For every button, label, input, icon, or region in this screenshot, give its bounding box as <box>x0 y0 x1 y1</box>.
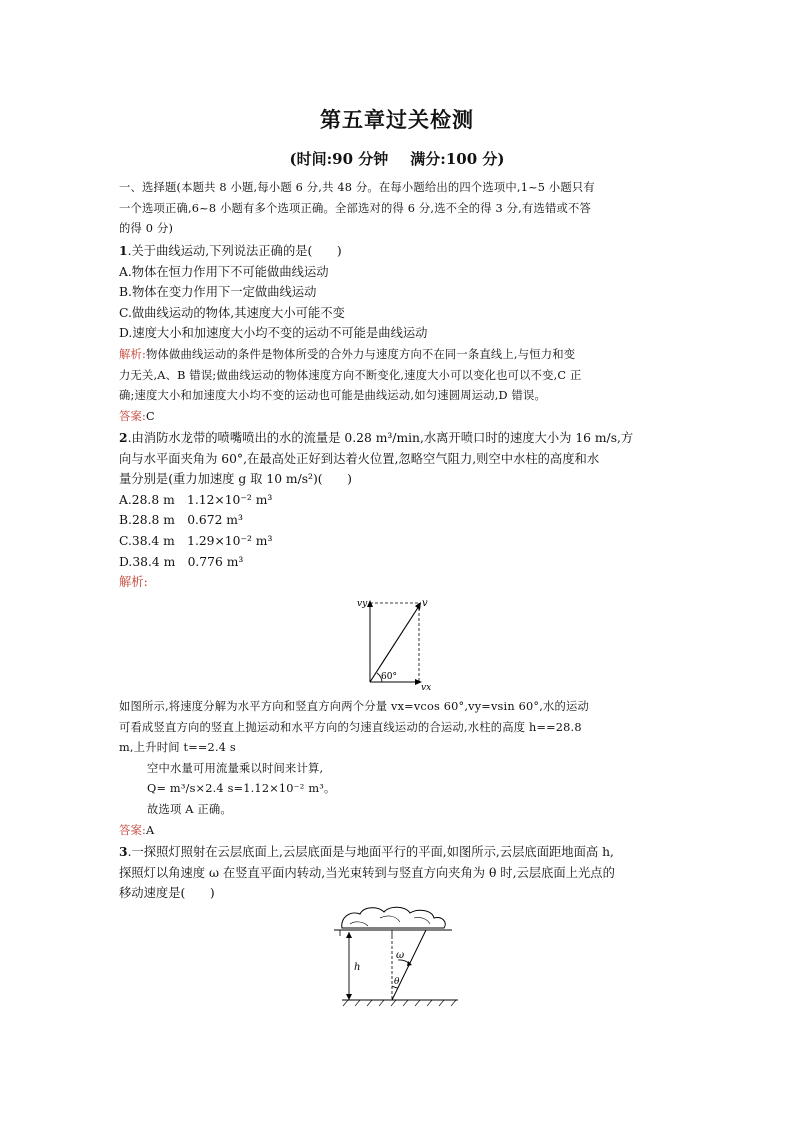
vy-arrow <box>367 600 373 607</box>
answer-value: A <box>146 823 155 837</box>
analysis-line: Q= m³/s×2.4 s=1.12×10⁻² m³。 <box>147 782 336 796</box>
vx-label: vx <box>421 683 432 693</box>
cloud-icon <box>342 907 446 928</box>
q1-analysis: 解析:物体做曲线运动的条件是物体所受的合外力与速度方向不在同一条直线上,与恒力和变 力无关,A、B 错误;做曲线运动的物体速度方向不断变化,速度大小可以变化也可以不变,C 正 确;速度大小和加速度大小均不变的运动也可能是曲线运动,如匀速圆周运动,D 错误。 答案:C <box>119 345 679 427</box>
analysis-line: 力无关,A、B 错误;做曲线运动的物体速度方向不断变化,速度大小可以变化也可以不变,C 正 <box>119 368 582 382</box>
question-stem-line: 探照灯以角速度 ω 在竖直平面内转动,当光束转到与竖直方向夹角为 θ 时,云层底面上光点的 <box>119 865 615 880</box>
question-stem: 2.由消防水龙带的喷嘴喷出的水的流量是 0.28 m³/min,水离开喷口时的速度大小为 16 m/s,方 <box>119 430 634 445</box>
analysis-line: m,上升时间 t==2.4 s <box>119 741 236 755</box>
ground-hatching <box>343 1000 456 1006</box>
answer-label: 答案: <box>119 823 147 837</box>
option-b: B.28.8 m 0.672 m³ <box>119 513 243 528</box>
v-label: v <box>422 598 428 609</box>
option-c: C.做曲线运动的物体,其速度大小可能不变 <box>119 305 345 320</box>
option-a: A.物体在恒力作用下不可能做曲线运动 <box>119 264 329 279</box>
time-limit: (时间:90 分钟 <box>289 150 389 168</box>
question-3 <box>119 842 679 904</box>
question-number: 3 <box>119 844 128 859</box>
full-score: 满分:100 分) <box>410 150 505 168</box>
answer-value: C <box>146 409 155 423</box>
question-stem: 1.关于曲线运动,下列说法正确的是( ) <box>119 243 342 258</box>
omega-label: ω <box>396 950 405 961</box>
section-intro-line: 一、选择题(本题共 8 小题,每小题 6 分,共 48 分。在每小题给出的四个选项中,1~5 小题只有 <box>119 181 595 194</box>
analysis-label: 解析: <box>119 575 148 590</box>
question-1 <box>119 241 679 344</box>
question-number: 1 <box>119 243 128 258</box>
option-d: D.速度大小和加速度大小均不变的运动不可能是曲线运动 <box>119 326 428 341</box>
analysis-line: 可看成竖直方向的竖直上抛运动和水平方向的匀速直线运动的合运动,水柱的高度 h==28.8 <box>119 720 582 734</box>
analysis-line: 故选项 A 正确。 <box>147 802 232 816</box>
analysis-line: 如图所示,将速度分解为水平方向和竖直方向两个分量 vx=vcos 60°,vy=vsin 60°,水的运动 <box>119 700 590 713</box>
section-intro <box>119 178 679 240</box>
q2-analysis <box>119 697 679 841</box>
h-label: h <box>354 962 361 973</box>
velocity-vector <box>370 606 419 682</box>
velocity-decomposition-figure <box>355 597 445 693</box>
searchlight-figure <box>330 902 470 1010</box>
analysis-label: 解析: <box>119 348 147 361</box>
height-arrow-bottom <box>346 994 352 1000</box>
question-stem-line: 向与水平面夹角为 60°,在最高处正好到达着火位置,忽略空气阻力,则空中水柱的高度和水 <box>119 451 600 466</box>
page-subtitle <box>0 148 794 169</box>
vy-label: vy <box>357 599 368 609</box>
analysis-line: 空中水量可用流量乘以时间来计算, <box>147 761 324 775</box>
answer-label: 答案: <box>119 409 147 423</box>
option-c: C.38.4 m 1.29×10⁻² m³ <box>119 533 273 548</box>
option-b: B.物体在变力作用下一定做曲线运动 <box>119 285 317 300</box>
section-intro-line: 的得 0 分) <box>119 222 174 236</box>
analysis-line: 确;速度大小和加速度大小均不变的运动也可能是曲线运动,如匀速圆周运动,D 错误。 <box>119 389 547 403</box>
question-stem-line: 移动速度是( ) <box>119 886 215 901</box>
omega-arrow <box>407 961 412 966</box>
question-number: 2 <box>119 430 128 445</box>
question-stem-line: 量分别是(重力加速度 g 取 10 m/s²)( ) <box>119 472 352 487</box>
page-title: 第五章过关检测 <box>320 108 474 132</box>
question-stem: 3.一探照灯照射在云层底面上,云层底面是与地面平行的平面,如图所示,云层底面距地面高 h, <box>119 844 614 859</box>
question-2 <box>119 428 679 593</box>
height-arrow-top <box>346 932 352 938</box>
angle-label: 60° <box>381 672 397 682</box>
option-d: D.38.4 m 0.776 m³ <box>119 554 244 569</box>
theta-label: θ <box>394 977 400 987</box>
option-a: A.28.8 m 1.12×10⁻² m³ <box>119 492 273 507</box>
section-intro-line: 一个选项正确,6~8 小题有多个选项正确。全部选对的得 6 分,选不全的得 3 分,有选错或不答 <box>119 201 591 215</box>
